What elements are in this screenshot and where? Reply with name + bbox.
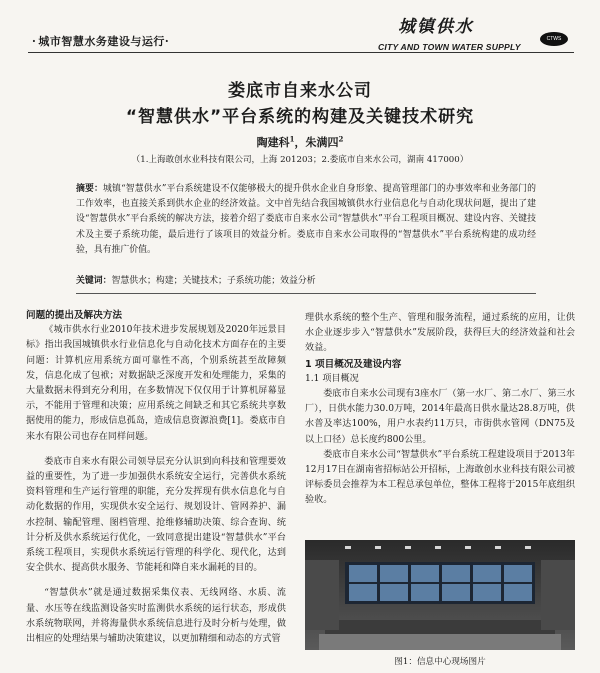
abstract xyxy=(76,182,536,258)
logo-english: CITY AND TOWN WATER SUPPLY xyxy=(378,42,521,52)
title-line-1: 娄底市自来水公司 xyxy=(228,81,372,101)
authors xyxy=(0,134,600,150)
abstract-text: 城镇“智慧供水”平台系统建设不仅能够极大的提升供水企业自身形象、提高管理部门的办事效率和业务部门的工作效率，也直接关系到供水企业的经济效益。文中首先结合我国城镇供水行业信息化与自动化现状问题，提出了建设“智慧供水”平台系统的解决方法，接着介绍了娄底市自来水公司“智慧供水”平台工程项目概况、建设内容、关键技术及主要子系统功能，最后进行了该项目的效益分析。娄底市自来水公司取得的“智慧供水”平台系统构建的成功经验，具有推广价值。 xyxy=(76,184,536,255)
paragraph: 娄底市自来水公司“智慧供水”平台系统工程建设项目于2013年12月17日在湖南省招标站公开招标，上海敢创水业科技有限公司被评标委员会推荐为本工程总承包单位，整体工程将于2015年底组织验收。 xyxy=(305,449,575,506)
journal-logo xyxy=(378,8,578,56)
paragraph: 《城市供水行业2010年技术进步发展规划及2020年远景目标》指出我国城镇供水行业信息化与自动化技术方面存在的主要问题：计算机应用系统方面可靠性不高，个别系统甚至故障频发，信息化成了包袱；对数据缺乏深度开发和处理能力，采集的大量数据未得到充分利用，在多数情况下仅仅用于计算机屏幕显示，不能用于管理和决策；应用系统之间缺乏和其它系统共享数据使用的能力，形成信息孤岛，造成信息资源浪费[1]。娄底市自来水有限公司也存在同样问题。 xyxy=(26,325,286,442)
author-2: 朱满四 xyxy=(305,136,339,149)
paragraph: 理供水系统的整个生产、管理和服务流程，通过系统的应用，让供水企业逐步步入“智慧供水”发展阶段，获得巨大的经济效益和社会效益。 xyxy=(305,313,575,354)
figure-photo xyxy=(305,540,575,650)
title-line-2: “智慧供水”平台系统的构建及关键技术研究 xyxy=(125,107,475,127)
subsection-heading: 1.1 项目概况 xyxy=(305,373,359,384)
author-1: 陶建科 xyxy=(256,136,290,149)
author-2-sup: 2 xyxy=(338,134,344,144)
affiliation: （1.上海敢创水业科技有限公司，上海 201203；2.娄底市自来水公司，湖南 417000） xyxy=(131,155,469,165)
control-room-photo xyxy=(305,540,575,650)
author-sep: ， xyxy=(294,136,306,149)
figure-caption: 图1：信息中心现场图片 xyxy=(394,657,486,667)
paragraph: 娄底市自来水公司现有3座水厂（第一水厂、第二水厂、第三水厂），日供水能力30.0万吨，2014年最高日供水量达28.8万吨，供水普及率达100%，用户水表约11万只，市街供水管网（DN75及以上口径）总长度约800公里。 xyxy=(305,389,575,445)
paragraph: 娄底市自来水有限公司领导层充分认识到向科技和管理要效益的重要性，为了进一步加强供水系统安全运行，完善供水系统资料管理和生产运行管理的职能，充分发挥现有供水信息化与自动化数据的作用，实现供水安全运行、规划设计、管网养护、漏水控制、输配管理、图档管理、抢维修辅助决策、综合查询、统计分析及供水系统运行优化，一致同意提出建设“智慧供水”平台系统工程项目，实现供水系统运行管理的科学化、现代化，达到安全供水、提高供水服务、节能耗和降自来水漏耗的目的。 xyxy=(26,456,286,574)
keywords-text: 智慧供水；构建；关键技术；子系统功能；效益分析 xyxy=(111,276,316,286)
section-title: 城市智慧水务建设与运行 xyxy=(38,35,165,48)
section-heading-project: 1 项目概况及建设内容 xyxy=(305,358,402,370)
logo-badge: CTWS xyxy=(540,32,568,46)
keywords-label: 关键词： xyxy=(76,276,112,286)
running-header-section: · 城市智慧水务建设与运行· xyxy=(32,35,170,48)
left-column xyxy=(26,308,286,673)
right-column xyxy=(305,311,575,509)
paragraph: “智慧供水”就是通过数据采集仪表、无线网络、水质、流量、水压等在线监测设备实时监测供水系统的运行状态，形成供水系统物联网，并将海量供水系统信息进行及时分析与处理，做出相应的处理结果与辅助决策建议，以更加精细和动态的方式管 xyxy=(26,588,286,645)
abstract-label: 摘要： xyxy=(76,184,104,194)
section-heading-intro: 问题的提出及解决方法 xyxy=(26,310,122,321)
logo-chinese: 城镇供水 xyxy=(398,17,474,37)
keywords xyxy=(76,275,536,288)
abstract-separator xyxy=(76,293,536,294)
author-1-sup: 1 xyxy=(289,134,295,144)
